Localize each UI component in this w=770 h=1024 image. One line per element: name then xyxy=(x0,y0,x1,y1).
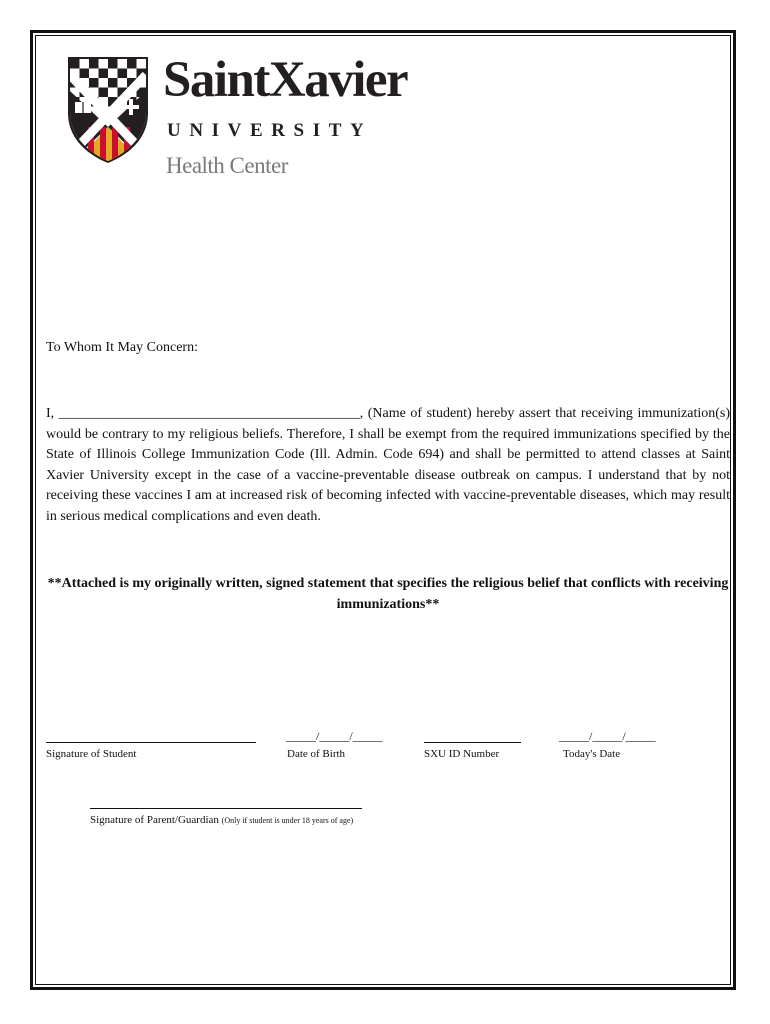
parent-signature-line[interactable] xyxy=(90,808,362,809)
sxu-id-label: SXU ID Number xyxy=(424,748,500,760)
parent-signature-label: Signature of Parent/Guardian xyxy=(90,814,219,826)
exemption-paragraph xyxy=(46,404,730,528)
todays-date-label: Today's Date xyxy=(563,748,621,760)
date-of-birth-label: Date of Birth xyxy=(287,748,346,760)
attached-statement: **Attached is my originally written, signed statement that specifies the religious belief that conflicts with receiving immunizations** xyxy=(47,576,729,612)
salutation: To Whom It May Concern: xyxy=(46,340,198,355)
student-signature-line[interactable] xyxy=(46,742,256,743)
todays-date-blank[interactable]: _____/_____/_____ xyxy=(559,729,656,743)
parent-signature-note: (Only if student is under 18 years of age) xyxy=(221,816,354,825)
department-name: Health Center xyxy=(166,153,288,178)
body-rest: , (Name of student) hereby assert that receiving immunization(s) would be contrary to my religious beliefs. Therefore, I shall be exempt from the required immunizations specified by the State of Illinois College Immunization Code (Ill. Admin. Code 694) and shall be permitted to attend classes at Saint Xavier University except in the case of a vaccine-preventable disease outbreak on campus. I understand that by not receiving these vaccines I am at increased risk of becoming infected with vaccine-preventable diseases, which may result in serious medical complications and even death. xyxy=(46,406,731,524)
student-name-blank[interactable]: ___________________________________________ xyxy=(58,406,360,421)
date-of-birth-blank[interactable]: _____/_____/_____ xyxy=(286,729,383,743)
student-signature-label: Signature of Student xyxy=(46,748,137,760)
university-crest-logo xyxy=(66,55,150,163)
university-word: UNIVERSITY xyxy=(167,120,373,141)
sxu-id-line[interactable] xyxy=(424,742,521,743)
university-name: SaintXavier xyxy=(163,52,408,108)
parent-signature-label-row xyxy=(90,814,353,827)
body-start: I, xyxy=(46,406,59,421)
